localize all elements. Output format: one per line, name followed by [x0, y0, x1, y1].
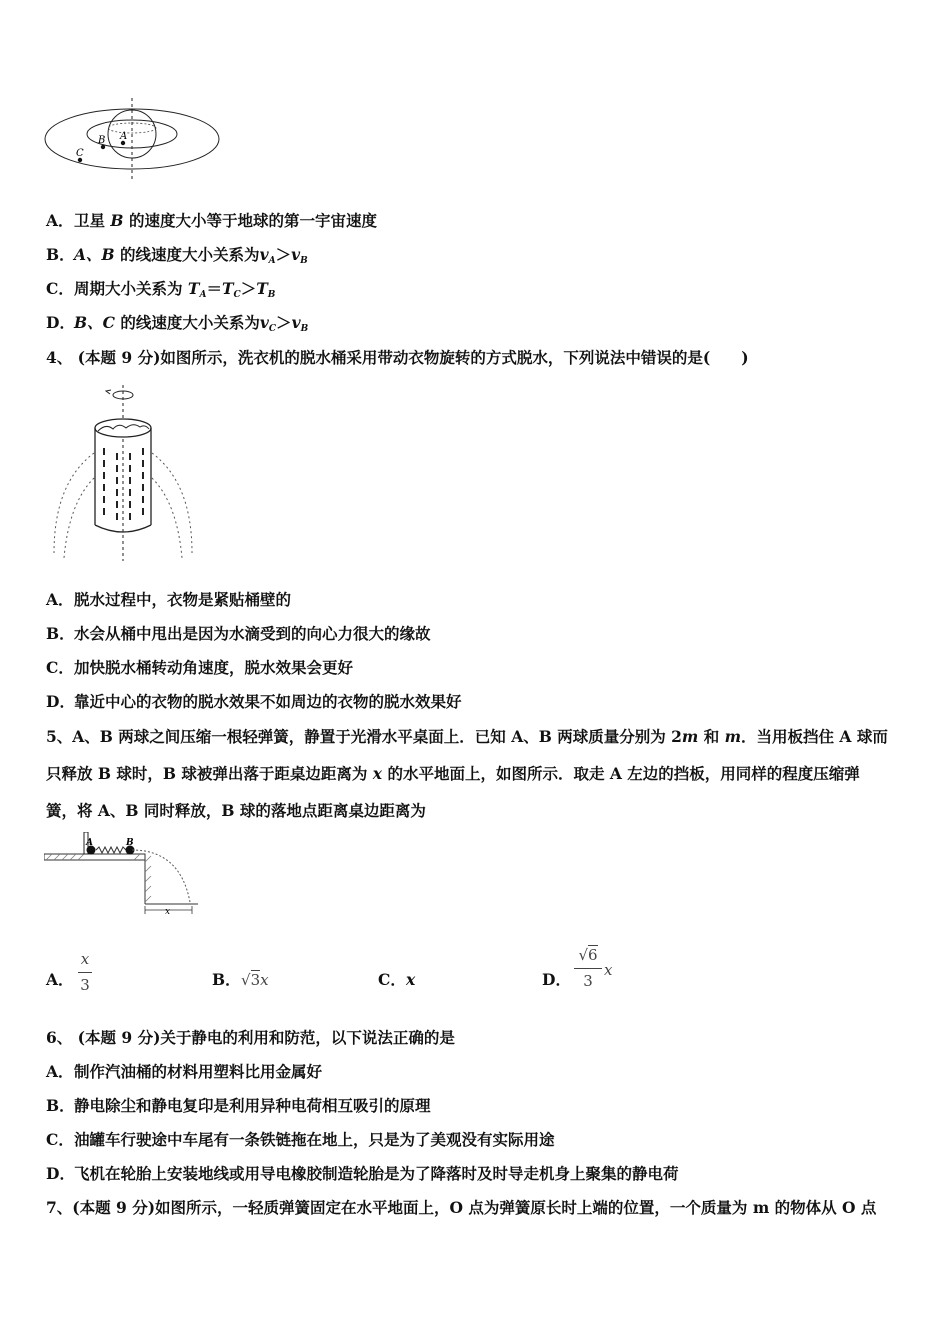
- distance-x-label: x: [165, 907, 171, 917]
- ball-b-label: B: [126, 838, 134, 848]
- q5-stem-line3: 簧，将 A、B 同时释放，B 球的落地点距离桌边距离为: [46, 801, 426, 820]
- q3-option-d: D．B、C 的线速度大小关系为$v_C>v_B$: [46, 313, 309, 334]
- ball-a-label: A: [86, 838, 93, 848]
- q6-option-d: D．飞机在轮胎上安装地线或用导电橡胶制造轮胎是为了降落时及时导走机身上聚集的静电荷: [46, 1164, 679, 1183]
- q6-option-c: C．油罐车行驶途中车尾有一条铁链拖在地上，只是为了美观没有实际用途: [46, 1130, 555, 1149]
- q5-option-d-label: D．: [542, 970, 571, 989]
- q5-option-a-label: A．: [46, 970, 74, 989]
- spring-balls-figure: [44, 832, 199, 918]
- q7-stem: 7、(本题 9 分)如图所示，一轻质弹簧固定在水平地面上，O 点为弹簧原长时上端的位置，一个质量为 m 的物体从 O 点: [46, 1198, 877, 1217]
- label-c: C: [76, 148, 84, 159]
- q5-option-b-expr: √3x: [241, 971, 269, 989]
- q5-option-d-var: x: [604, 961, 613, 979]
- q5-stem-line1: 5、A、B 两球之间压缩一根轻弹簧，静置于光滑水平桌面上．已知 A、B 两球质量分别为 2m 和 m．当用板挡住 A 球而: [46, 727, 888, 746]
- label-a: A: [120, 131, 128, 142]
- q4-option-a: A．脱水过程中，衣物是紧贴桶壁的: [46, 590, 292, 609]
- q3-option-b: B．A、B 的线速度大小关系为$v_A>v_B$: [46, 245, 308, 266]
- q5-option-d-fraction: √6 3: [574, 946, 602, 990]
- spin-dryer-figure: [50, 383, 200, 563]
- q6-option-b: B．静电除尘和静电复印是利用异种电荷相互吸引的原理: [46, 1096, 431, 1115]
- q6-stem: 6、 (本题 9 分)关于静电的利用和防范，以下说法正确的是: [46, 1028, 455, 1047]
- q5-stem-line2: 只释放 B 球时，B 球被弹出落于距桌边距离为 x 的水平地面上，如图所示．取走 A 左边的挡板，用同样的程度压缩弹: [46, 764, 860, 783]
- orbit-figure: [40, 96, 225, 184]
- q4-option-c: C．加快脱水桶转动角速度，脱水效果会更好: [46, 658, 354, 677]
- q5-option-a-fraction: x 3: [78, 950, 92, 994]
- q5-option-b-label: B．: [212, 970, 241, 989]
- q6-option-a: A．制作汽油桶的材料用塑料比用金属好: [46, 1062, 323, 1081]
- q3-option-a: A．卫星 B 的速度大小等于地球的第一宇宙速度: [46, 211, 377, 230]
- label-b: B: [98, 135, 106, 146]
- q5-option-c: C．x: [378, 970, 416, 989]
- q4-option-d: D．靠近中心的衣物的脱水效果不如周边的衣物的脱水效果好: [46, 692, 462, 711]
- q4-option-b: B．水会从桶中甩出是因为水滴受到的向心力很大的缘故: [46, 624, 431, 643]
- q3-option-c: C．周期大小关系为 $T_A=T_C>T_B$: [46, 279, 276, 300]
- q4-stem: 4、 (本题 9 分)如图所示，洗衣机的脱水桶采用带动衣物旋转的方式脱水，下列说法中错误的是( ): [46, 348, 749, 367]
